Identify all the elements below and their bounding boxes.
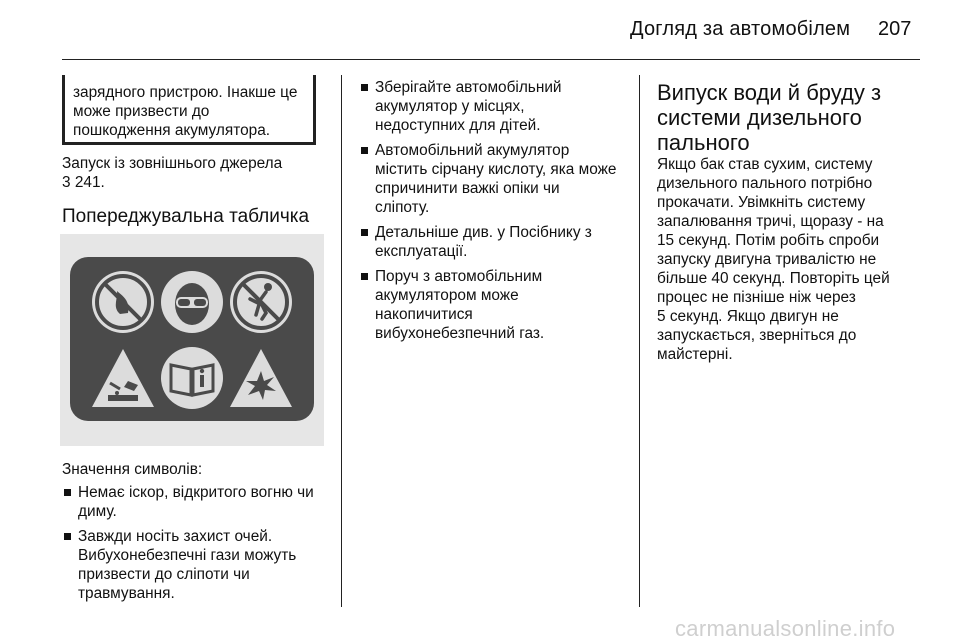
list-item-line: диму. — [78, 503, 117, 520]
list-item — [62, 483, 328, 521]
symbols-intro: Значення символів: — [62, 461, 203, 478]
list-item-line: недоступних для дітей. — [375, 117, 541, 134]
paragraph-line: прокачати. Увімкніть систему — [657, 194, 866, 211]
jump-start-text — [62, 154, 282, 192]
paragraph-line: процес не пізніше ніж через — [657, 289, 856, 306]
section-title: Догляд за автомобілем — [630, 18, 851, 40]
page-number: 207 — [878, 18, 912, 40]
list-item-line: Зберігайте автомобільний — [375, 79, 562, 96]
list-item-line: Автомобільний акумулятор — [375, 142, 570, 159]
list-item-line: експлуатації. — [375, 243, 468, 260]
explosive-gas-icon — [228, 345, 294, 411]
note-line: пошкодження акумулятора. — [73, 122, 271, 139]
warning-label-panel — [70, 257, 314, 421]
diesel-bleeding-paragraph — [657, 155, 919, 364]
list-item-line: Завжди носіть захист очей. — [78, 528, 273, 545]
note-line: зарядного пристрою. Інакше це — [73, 84, 298, 101]
header-rule — [62, 59, 920, 60]
paragraph-line: дизельного пального потрібно — [657, 175, 873, 192]
paragraph-line: 5 секунд. Якщо двигун не — [657, 308, 839, 325]
list-item-line: спричинити важкі опіки чи — [375, 180, 560, 197]
paragraph-line: запалювання тричі, щоразу - на — [657, 213, 884, 230]
list-item — [359, 267, 631, 343]
list-item-line: сліпоту. — [375, 199, 430, 216]
battery-warning-label-figure — [60, 234, 324, 446]
heading-line: системи дизельного — [657, 105, 862, 130]
symbol-meaning-list — [62, 483, 328, 609]
list-item-line: призвести до сліпоти чи — [78, 566, 250, 583]
list-item — [62, 527, 328, 603]
watermark: carmanualsonline.info — [675, 616, 896, 641]
paragraph-line: запускається, зверніться до — [657, 327, 857, 344]
list-item-line: Поруч з автомобільним — [375, 268, 543, 285]
paragraph-line: майстерні. — [657, 346, 733, 363]
read-manual-icon — [159, 345, 225, 411]
jump-start-line: Запуск із зовнішнього джерела — [62, 155, 283, 172]
list-item-line: накопичитися — [375, 306, 473, 323]
list-item-line: акумулятором може — [375, 287, 519, 304]
list-item — [359, 78, 631, 135]
list-item-line: Детальніше див. у Посібнику з — [375, 224, 592, 241]
paragraph-line: Якщо бак став сухим, систему — [657, 156, 873, 173]
heading-line: пального — [657, 130, 750, 155]
diesel-bleeding-heading — [657, 80, 919, 155]
jump-start-reference-link[interactable]: 3 241. — [62, 174, 105, 191]
no-fire-icon — [90, 269, 156, 335]
list-item-line: Вибухонебезпечні гази можуть — [78, 547, 297, 564]
list-item-line: акумулятор у місцях, — [375, 98, 525, 115]
acid-warning-icon — [90, 345, 156, 411]
symbol-meaning-list-continued — [359, 78, 631, 349]
list-item-line: травмування. — [78, 585, 175, 602]
column-divider-2 — [639, 75, 640, 607]
list-item — [359, 141, 631, 217]
list-item-line: вибухонебезпечний газ. — [375, 325, 545, 342]
list-item-line: Немає іскор, відкритого вогню чи — [78, 484, 314, 501]
note-box — [62, 75, 316, 145]
list-item-line: містить сірчану кислоту, яка може — [375, 161, 617, 178]
paragraph-line: запуску двигуна тривалістю не — [657, 251, 877, 268]
paragraph-line: 15 секунд. Потім робіть спроби — [657, 232, 880, 249]
paragraph-line: більше 40 секунд. Повторіть цей — [657, 270, 890, 287]
warning-label-heading: Попереджувальна табличка — [62, 206, 310, 227]
heading-line: Випуск води й бруду з — [657, 80, 882, 105]
keep-away-children-icon — [228, 269, 294, 335]
column-divider-1 — [341, 75, 342, 607]
list-item — [359, 223, 631, 261]
eye-protection-icon — [159, 269, 225, 335]
note-line: може призвести до — [73, 103, 210, 120]
